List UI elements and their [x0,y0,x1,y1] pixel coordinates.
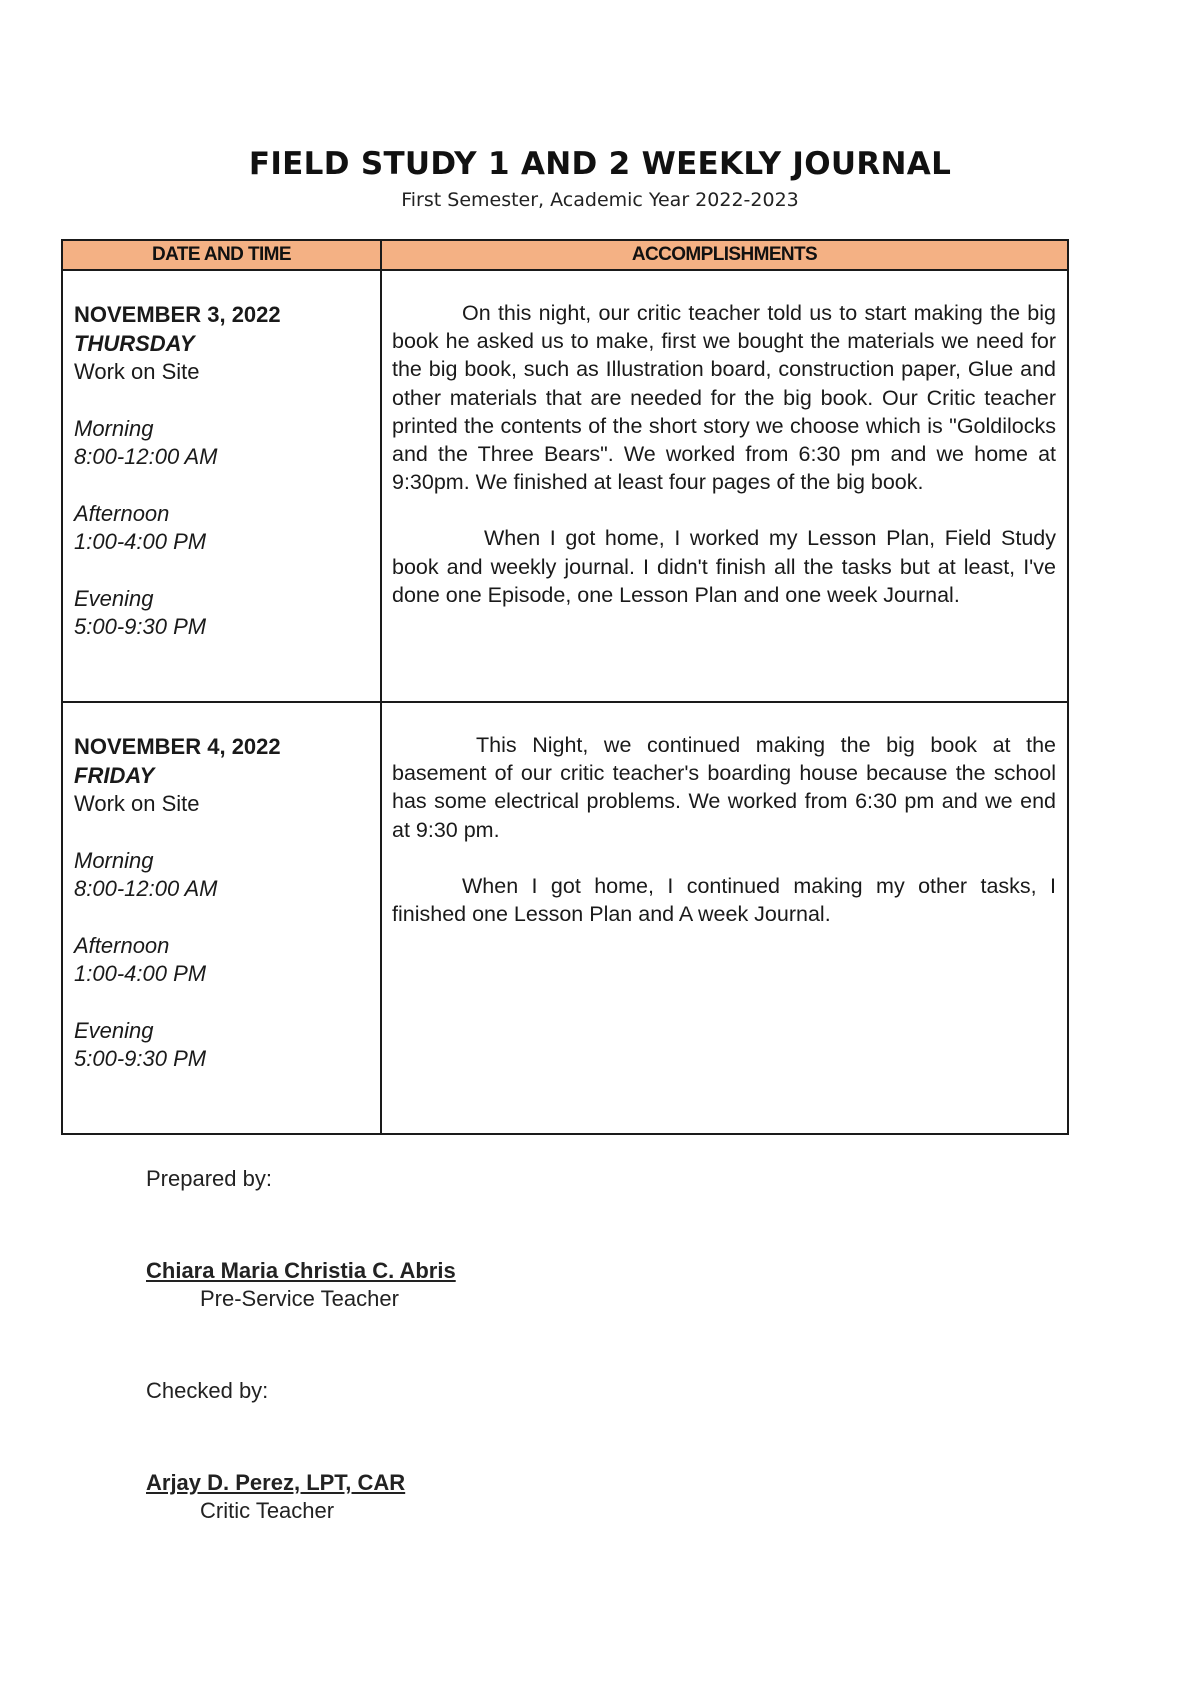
period-time: 8:00-12:00 AM [74,444,218,469]
period-label: Morning [74,415,154,441]
prepared-by-name: Chiara Maria Christia C. Abris [146,1258,456,1283]
period-time: 1:00-4:00 PM [74,529,207,554]
accomplishment-paragraph: When I got home, I worked my Lesson Plan, Field Study book and weekly journal. I didn't finish all the tasks but at least, I've done one Episode, one Lesson Plan and one week Journal. [392,526,1056,607]
period-time: 5:00-9:30 PM [74,614,207,639]
checked-by-name: Arjay D. Perez, LPT, CAR [146,1470,406,1495]
entry-date: NOVEMBER 4, 2022 [74,734,281,759]
document-title: FIELD STUDY 1 AND 2 WEEKLY JOURNAL [248,146,952,182]
checked-by-label: Checked by: [146,1378,269,1403]
entry-day: FRIDAY [74,762,155,788]
date-time-cell [62,702,381,1134]
period-time: 8:00-12:00 AM [74,876,218,901]
period-time: 5:00-9:30 PM [74,1046,207,1071]
document-subtitle: First Semester, Academic Year 2022-2023 [401,189,799,211]
entry-work-type: Work on Site [74,791,200,816]
entry-work-type: Work on Site [74,359,200,384]
entry-day: THURSDAY [74,330,195,356]
table-row [62,702,1068,1134]
column-header-date-time: DATE AND TIME [62,240,381,270]
entry-date: NOVEMBER 3, 2022 [74,302,281,327]
period-label: Evening [74,1017,154,1043]
table-row [62,270,1068,702]
period-label: Afternoon [74,500,170,526]
accomplishments-cell [381,702,1068,1134]
prepared-by-label: Prepared by: [146,1166,272,1191]
accomplishment-paragraph: This Night, we continued making the big book at the basement of our critic teacher's boarding house because the school has some electrical problems. We worked from 6:30 pm and we end at 9:30 pm. [392,733,1056,842]
checked-by-role: Critic Teacher [200,1498,335,1523]
prepared-by-role: Pre-Service Teacher [200,1286,399,1311]
table-header-row [62,240,1068,270]
accomplishment-paragraph: When I got home, I continued making my other tasks, I finished one Lesson Plan and A week Journal. [392,873,1056,927]
accomplishment-paragraph: On this night, our critic teacher told us to start making the big book he asked us to make, first we bought the materials we need for the big book, such as Illustration board, construction paper, Glue and other materials that are needed for the big book. Our Critic teacher printed the contents of the short story we choose which is "Goldilocks and the Three Bears". We worked from 6:30 pm and we home at 9:30pm. We finished at least four pages of the big book. [392,301,1056,495]
period-time: 1:00-4:00 PM [74,961,207,986]
period-label: Evening [74,585,154,611]
column-header-accomplishments: ACCOMPLISHMENTS [381,240,1068,270]
date-time-cell [62,270,381,702]
period-label: Afternoon [74,932,170,958]
journal-table [61,239,1069,1135]
accomplishments-cell [381,270,1068,702]
period-label: Morning [74,847,154,873]
